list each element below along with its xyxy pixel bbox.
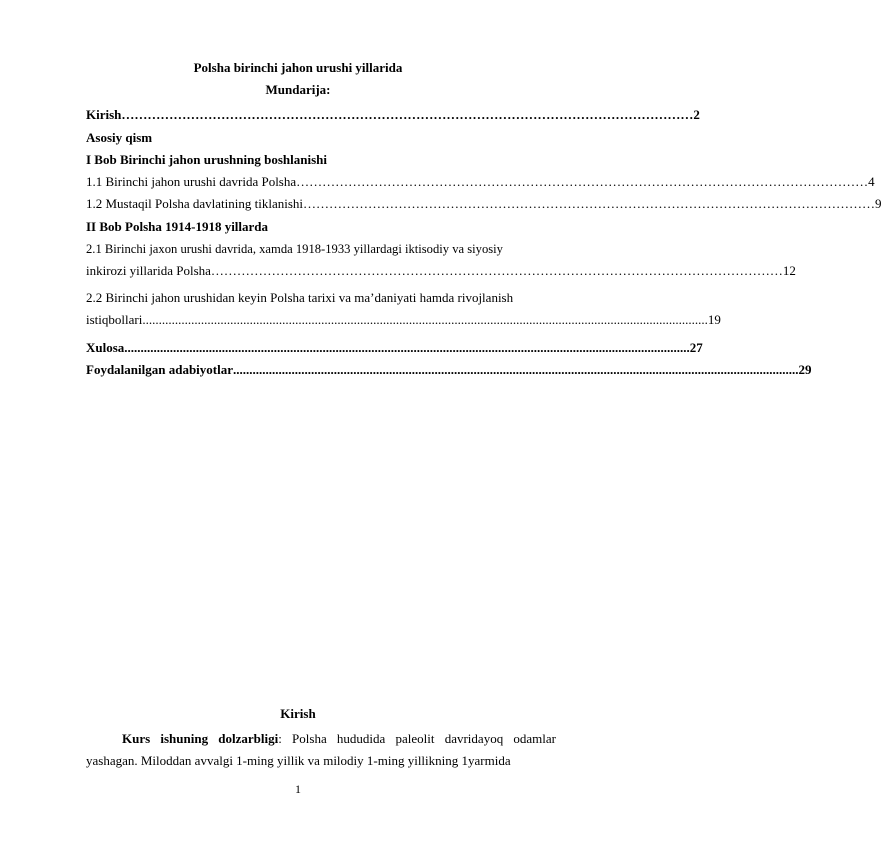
- toc-leader: ……………………………………………………………………………………………………………………: [121, 107, 694, 122]
- section-paragraph: [86, 728, 556, 772]
- toc-entry-label: Foydalanilgan adabiyotlar: [86, 362, 233, 377]
- toc-entry-xulosa[interactable]: [86, 340, 703, 356]
- section-heading-kirish: Kirish: [280, 706, 316, 721]
- toc-chapter-1[interactable]: I Bob Birinchi jahon urushning boshlanishi: [86, 152, 327, 167]
- toc-entry-label: Xulosa: [86, 340, 125, 355]
- toc-entry-2-2[interactable]: [86, 312, 721, 328]
- toc-page-number: 27: [689, 340, 703, 355]
- toc-entry-label: istiqbollari: [86, 312, 143, 327]
- toc-page-number: 9: [875, 196, 882, 211]
- toc-page-number: 19: [707, 312, 721, 327]
- toc-entry-label: 1.2 Mustaqil Polsha davlatining tiklanishi: [86, 196, 304, 211]
- toc-entry-2-2-line1[interactable]: 2.2 Birinchi jahon urushidan keyin Polsha tarixi va ma’daniyati hamda rivojlanish: [86, 290, 514, 305]
- paragraph-text: : Polsha hududida paleolit davridayoq odamlar yashagan. Miloddan avvalgi 1-ming yillik va milodiy 1-ming yillikning 1yarmida: [86, 731, 556, 768]
- toc-entry-2-1[interactable]: [86, 263, 796, 279]
- paragraph-lead: Kurs ishuning dolzarbligi: [122, 731, 279, 746]
- document-title: Polsha birinchi jahon urushi yillarida: [193, 60, 403, 75]
- contents-heading: Mundarija:: [265, 82, 331, 97]
- toc-entry-1-2[interactable]: [86, 196, 882, 212]
- toc-leader: ..............................................................................................................................................................................: [124, 340, 690, 355]
- toc-entry-kirish[interactable]: [86, 107, 700, 123]
- toc-leader: ..............................................................................................................................................................................: [142, 312, 708, 327]
- toc-page-number: 12: [782, 263, 796, 278]
- toc-entry-label: 1.1 Birinchi jahon urushi davrida Polsha: [86, 174, 297, 189]
- toc-chapter-2[interactable]: II Bob Polsha 1914-1918 yillarda: [86, 219, 269, 234]
- toc-entry-1-1[interactable]: [86, 174, 875, 190]
- toc-leader: ……………………………………………………………………………………………………………………: [303, 196, 876, 211]
- toc-leader: ……………………………………………………………………………………………………………………: [296, 174, 869, 189]
- toc-page-number: 29: [798, 362, 812, 377]
- toc-leader: ……………………………………………………………………………………………………………………: [210, 263, 783, 278]
- toc-page-number: 4: [868, 174, 875, 189]
- toc-entry-label: Kirish: [86, 107, 122, 122]
- toc-main-part: Asosiy qism: [86, 130, 153, 145]
- toc-entry-2-1-line1[interactable]: 2.1 Birinchi jaxon urushi davrida, xamda 1918-1933 yillardagi iktisodiy va siyosiy: [86, 242, 503, 256]
- toc-page-number: 2: [693, 107, 700, 122]
- page-number: 1: [295, 782, 301, 796]
- toc-entry-foydalanilgan[interactable]: [86, 362, 812, 378]
- toc-entry-label: inkirozi yillarida Polsha: [86, 263, 211, 278]
- toc-leader: ..............................................................................................................................................................................: [233, 362, 799, 377]
